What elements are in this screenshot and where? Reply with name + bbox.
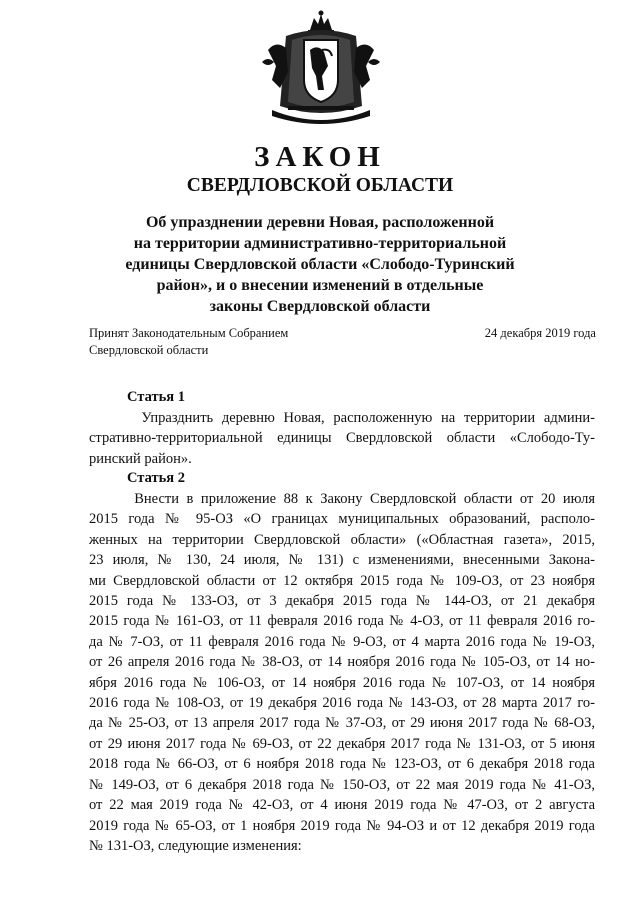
text-line: Упразднить деревню Новая, расположенную на территории админи- <box>89 410 595 426</box>
text-line: стративно-территориальной единицы Свердловской области «Слободо-Ту- <box>89 430 595 447</box>
text-line: 2018 года № 66-ОЗ, от 6 ноября 2018 года № 123-ОЗ, от 6 декабря 2018 года <box>89 756 595 773</box>
subject-line: законы Свердловской области <box>209 298 431 315</box>
text-line: 2015 года № 133-ОЗ, от 3 декабря 2015 года № 144-ОЗ, от 21 декабря <box>89 593 595 610</box>
text-line: 2015 года № 161-ОЗ, от 11 февраля 2016 года № 4-ОЗ, от 11 февраля 2016 го- <box>89 613 595 630</box>
adopted-by <box>89 325 288 359</box>
text-line: ринский район». <box>89 450 192 467</box>
text-line: 2015 года № 95-ОЗ «О границах муниципальных образований, располо- <box>89 511 595 528</box>
text-line: 2019 года № 65-ОЗ, от 1 ноября 2019 года № 94-ОЗ и от 12 декабря 2019 года <box>89 817 595 834</box>
text-line: от 29 июня 2017 года № 69-ОЗ, от 22 декабря 2017 года № 131-ОЗ, от 5 июня <box>89 735 595 752</box>
sverdlovsk-coat-of-arms-icon <box>258 10 384 128</box>
text-line: да № 7-ОЗ, от 11 февраля 2016 года № 9-ОЗ, от 4 марта 2016 года № 19-ОЗ, <box>89 633 595 650</box>
text-line: ября 2016 года № 106-ОЗ, от 14 ноября 2016 года № 107-ОЗ, от 14 ноября <box>89 674 595 691</box>
article-2-text <box>89 489 595 856</box>
subject-line: Об упразднении деревни Новая, расположенной <box>145 214 495 231</box>
text-line: от 26 апреля 2016 года № 38-ОЗ, от 14 ноября 2016 года № 105-ОЗ, от 14 но- <box>89 654 595 671</box>
article-1-heading: Статья 1 <box>127 389 185 405</box>
article-2-heading: Статья 2 <box>127 470 185 486</box>
text-line: Внести в приложение 88 к Закону Свердловской области от 20 июля <box>89 491 595 507</box>
adoption-date: 24 декабря 2019 года <box>484 326 596 340</box>
text-line: № 149-ОЗ, от 6 декабря 2018 года № 150-ОЗ, от 22 мая 2019 года № 41-ОЗ, <box>89 776 595 793</box>
text-line: да № 25-ОЗ, от 13 апреля 2017 года № 37-ОЗ, от 29 июня 2017 года № 68-ОЗ, <box>89 715 595 732</box>
law-subject <box>100 212 540 317</box>
subject-line: единицы Свердловской области «Слободо-Туринский <box>125 256 515 273</box>
text-line: 2016 года № 108-ОЗ, от 19 декабря 2016 года № 143-ОЗ, от 28 марта 2017 го- <box>89 695 595 712</box>
text-line: женных на территории Свердловской области» («Областная газета», 2015, <box>89 531 595 548</box>
text-line: 23 июля, № 130, 24 июля, № 131) с изменениями, внесенными Закона- <box>89 552 595 569</box>
subject-line: на территории административно-территориальной <box>133 235 507 252</box>
law-title: ЗАКОН <box>254 141 386 173</box>
text-line: ми Свердловской области от 12 октября 2015 года № 109-ОЗ, от 23 ноября <box>89 572 595 589</box>
adopted-by-line: Свердловской области <box>89 343 209 357</box>
article-1-text <box>89 408 595 469</box>
subject-line: район», и о внесении изменений в отдельные <box>156 277 484 294</box>
text-line: от 22 мая 2019 года № 42-ОЗ, от 4 июня 2019 года № 47-ОЗ, от 2 августа <box>89 797 595 814</box>
region-title: СВЕРДЛОВСКОЙ ОБЛАСТИ <box>186 175 454 196</box>
adopted-by-line: Принят Законодательным Собранием <box>89 326 289 340</box>
text-line: № 131-ОЗ, следующие изменения: <box>89 837 302 854</box>
